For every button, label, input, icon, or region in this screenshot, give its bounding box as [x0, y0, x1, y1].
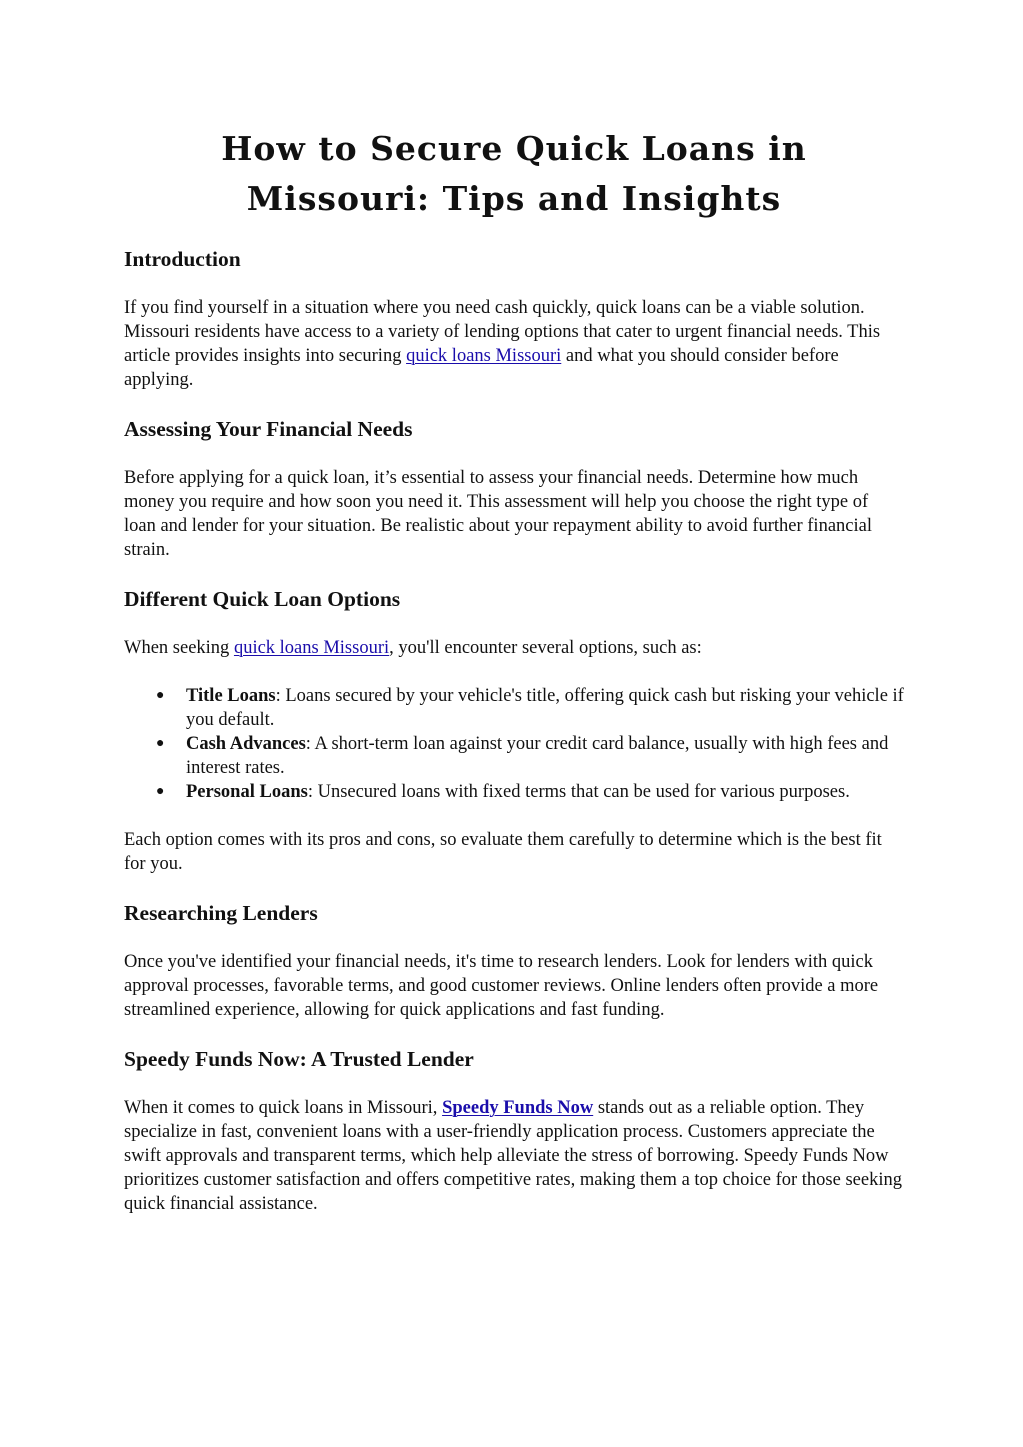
speedy-text-before: When it comes to quick loans in Missouri,: [124, 1098, 443, 1118]
section-heading-introduction: Introduction: [124, 247, 241, 271]
intro-text-after: and what you should consider before applying.: [124, 346, 839, 390]
intro-paragraph: [124, 296, 904, 392]
document-page: [124, 124, 904, 1240]
list-item-description: : Loans secured by your vehicle's title, offering quick cash but risking your vehicle if you default.: [186, 686, 904, 730]
options-text-after: , you'll encounter several options, such as:: [389, 638, 702, 658]
list-item-personal-loans: [156, 780, 904, 804]
page-title: [124, 124, 904, 224]
list-item-term: Personal Loans: [186, 782, 308, 802]
section-heading-options: Different Quick Loan Options: [124, 587, 401, 611]
section-heading-speedy-funds: Speedy Funds Now: A Trusted Lender: [124, 1047, 474, 1071]
list-item-term: Title Loans: [186, 686, 276, 706]
bullet-icon: ●: [156, 784, 165, 799]
assessing-paragraph: Before applying for a quick loan, it’s essential to assess your financial needs. Determine how much money you require and how soon you need it. This assessment will help you choose the right type of loan and lender for your situation. Be realistic about your repayment ability to avoid further financial strain.: [124, 468, 872, 560]
page-title-line-1: How to Secure Quick Loans in: [221, 129, 807, 168]
speedy-paragraph: [124, 1096, 904, 1216]
page-title-line-2: Missouri: Tips and Insights: [246, 179, 782, 218]
bullet-icon: ●: [156, 688, 165, 703]
list-item-title-loans: [156, 684, 904, 732]
bullet-icon: ●: [156, 736, 165, 751]
quick-loans-missouri-link-2[interactable]: quick loans Missouri: [233, 638, 390, 658]
speedy-text-after: stands out as a reliable option. They specialize in fast, convenient loans with a user-friendly application process. Customers appreciate the swift approvals and transparent terms, which help alleviate the stress of borrowing. Speedy Funds Now prioritizes customer satisfaction and offers competitive rates, making them a top choice for those seeking quick financial assistance.: [124, 1098, 902, 1214]
section-heading-assessing: Assessing Your Financial Needs: [124, 417, 413, 441]
options-text-before: When seeking: [124, 638, 234, 658]
research-paragraph: Once you've identified your financial needs, it's time to research lenders. Look for lenders with quick approval processes, favorable terms, and good customer reviews. Online lenders often provide a more streamlined experience, allowing for quick applications and fast funding.: [124, 952, 879, 1020]
list-item-term: Cash Advances: [186, 734, 306, 754]
quick-loans-missouri-link[interactable]: quick loans Missouri: [406, 346, 562, 366]
loan-options-list: [124, 684, 904, 804]
options-intro-paragraph: [124, 636, 904, 660]
list-item-description: : Unsecured loans with fixed terms that can be used for various purposes.: [307, 782, 850, 802]
speedy-funds-now-link[interactable]: Speedy Funds Now: [442, 1098, 594, 1118]
options-closing-paragraph: Each option comes with its pros and cons, so evaluate them carefully to determine which is the best fit for you.: [124, 830, 882, 874]
intro-text-before: If you find yourself in a situation where you need cash quickly, quick loans can be a viable solution. Missouri residents have access to a variety of lending options that cater to urgent financial needs. This article provides insights into securing: [124, 298, 881, 366]
section-heading-researching: Researching Lenders: [124, 901, 318, 925]
list-item-cash-advances: [156, 732, 904, 780]
list-item-description: : A short-term loan against your credit card balance, usually with high fees and interest rates.: [186, 734, 889, 778]
